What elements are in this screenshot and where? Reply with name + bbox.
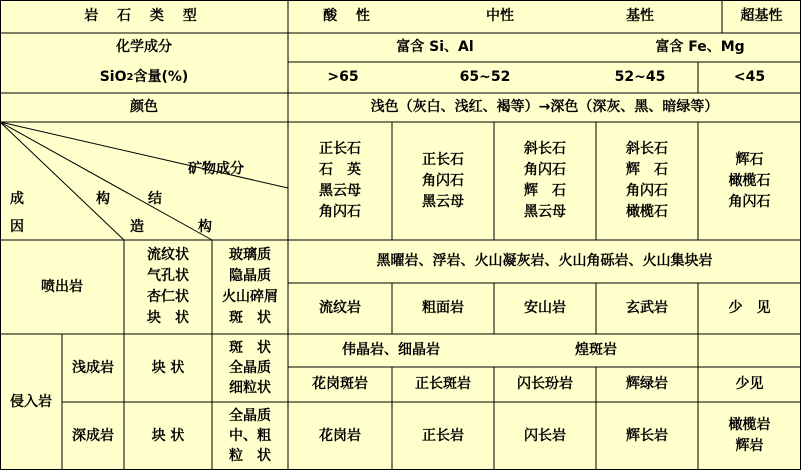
sio2-label-prefix: SiO xyxy=(99,69,127,85)
header-rock-type: 岩 石 类 型 xyxy=(84,8,204,24)
header-ultrabasic: 超基性 xyxy=(740,8,783,24)
corner-mineral: 矿物成分 xyxy=(188,161,244,177)
mineral-item: 正长石 xyxy=(422,151,464,168)
mineral-item: 正长石 xyxy=(319,141,361,157)
sio2-intermediate: 65~52 xyxy=(459,69,511,85)
structure-item: 流纹状 xyxy=(147,247,189,263)
deep-rock-intermediate-1: 正长岩 xyxy=(422,427,464,444)
extrusive-textures xyxy=(212,240,288,334)
color-value: 浅色（灰白、浅红、褐等）→深色（深灰、黑、暗绿等） xyxy=(370,99,719,115)
shallow-rock-intermediate-2: 闪长玢岩 xyxy=(517,376,573,392)
chemistry-si-al: 富含 Si、Al xyxy=(396,39,474,55)
mineral-item: 橄榄石 xyxy=(626,204,668,220)
mineral-item: 石 英 xyxy=(319,162,361,178)
mineral-item: 角闪石 xyxy=(626,183,668,199)
shallow-dike-rocks-acid: 伟晶岩、细晶岩 xyxy=(342,342,440,358)
mineral-item: 黑云母 xyxy=(524,204,566,220)
structure-item: 杏仁状 xyxy=(147,289,189,305)
mineral-item: 角闪石 xyxy=(524,162,566,178)
minerals-acid xyxy=(288,122,392,240)
extrusive-rock-ultrabasic: 少 见 xyxy=(728,300,771,316)
mineral-item: 角闪石 xyxy=(422,172,464,189)
sio2-label-sub: 2 xyxy=(126,72,134,83)
texture-item: 斑 状 xyxy=(229,339,271,356)
texture-item: 隐晶质 xyxy=(229,268,271,284)
header-intermediate: 中性 xyxy=(486,8,514,24)
texture-item: 全晶质 xyxy=(229,359,271,376)
extrusive-rock-intermediate-2: 安山岩 xyxy=(524,300,566,316)
corner-gou2: 构 xyxy=(198,219,212,235)
sio2-ultrabasic: <45 xyxy=(733,69,766,85)
color-label: 颜色 xyxy=(130,99,158,115)
sio2-label xyxy=(0,62,288,93)
chemistry-label: 化学成分 xyxy=(116,39,172,55)
extrusive-rock-basic: 玄武岩 xyxy=(626,300,668,316)
mineral-item: 辉 石 xyxy=(524,183,566,199)
deep-structure: 块 状 xyxy=(151,427,185,444)
texture-item: 斑 状 xyxy=(229,310,271,326)
shallow-structure: 块 状 xyxy=(151,359,185,376)
minerals-intermediate-1 xyxy=(392,122,494,240)
texture-item: 全晶质 xyxy=(229,407,271,424)
intrusive-label: 侵入岩 xyxy=(10,393,52,410)
sio2-label-suffix: 含量(%) xyxy=(133,69,189,85)
texture-item: 火山碎屑 xyxy=(222,289,278,305)
shallow-label: 浅成岩 xyxy=(72,359,114,376)
extrusive-rock-intermediate-1: 粗面岩 xyxy=(422,300,464,316)
minerals-intermediate-2 xyxy=(494,122,596,240)
shallow-rock-acid: 花岗斑岩 xyxy=(312,376,368,392)
mineral-item: 斜长石 xyxy=(626,141,668,157)
mineral-item: 橄榄石 xyxy=(728,172,771,189)
mineral-item: 辉 石 xyxy=(626,162,668,178)
deep-label: 深成岩 xyxy=(72,427,114,444)
header-basic: 基性 xyxy=(626,8,654,24)
deep-rock-intermediate-2: 闪长岩 xyxy=(524,427,566,444)
rock-item: 辉岩 xyxy=(735,438,764,454)
shallow-dike-rocks-basic: 煌斑岩 xyxy=(575,342,617,358)
structure-item: 块 状 xyxy=(147,310,189,326)
texture-item: 中、粗 xyxy=(229,427,271,444)
structure-item: 气孔状 xyxy=(147,268,189,284)
mineral-item: 角闪石 xyxy=(728,193,771,210)
deep-rock-ultrabasic xyxy=(698,402,801,470)
mineral-item: 黑云母 xyxy=(319,183,361,199)
shallow-rock-intermediate-1: 正长斑岩 xyxy=(415,376,471,392)
rock-item: 橄榄岩 xyxy=(728,417,771,433)
mineral-item: 辉石 xyxy=(735,151,764,168)
extrusive-rock-acid: 流纹岩 xyxy=(319,300,361,316)
texture-item: 粒 状 xyxy=(229,448,271,465)
mineral-item: 斜长石 xyxy=(524,141,566,157)
minerals-ultrabasic xyxy=(698,122,801,240)
chemistry-fe-mg: 富含 Fe、Mg xyxy=(655,39,745,55)
minerals-basic xyxy=(596,122,698,240)
deep-rock-basic: 辉长岩 xyxy=(626,427,668,444)
header-acid: 酸 性 xyxy=(323,8,377,24)
shallow-rock-basic: 辉绿岩 xyxy=(626,376,668,392)
deep-rock-acid: 花岗岩 xyxy=(319,427,361,444)
mineral-item: 黑云母 xyxy=(422,193,464,210)
deep-textures xyxy=(212,402,288,470)
corner-cheng: 成 xyxy=(10,191,24,207)
shallow-textures xyxy=(212,334,288,402)
corner-jie: 结 xyxy=(148,191,162,207)
extrusive-structures xyxy=(124,240,212,334)
extrusive-label: 喷出岩 xyxy=(41,278,83,295)
corner-yin: 因 xyxy=(10,219,24,235)
mineral-item: 角闪石 xyxy=(319,204,361,220)
corner-gou1: 构 xyxy=(96,191,110,207)
sio2-acid: >65 xyxy=(327,69,359,85)
texture-item: 细粒状 xyxy=(229,380,271,397)
corner-zao: 造 xyxy=(130,219,144,235)
sio2-basic: 52~45 xyxy=(614,69,666,85)
texture-item: 玻璃质 xyxy=(229,247,271,263)
shallow-rock-ultrabasic: 少见 xyxy=(735,376,764,392)
extrusive-glassy-rocks: 黑曜岩、浮岩、火山凝灰岩、火山角砾岩、火山集块岩 xyxy=(376,253,713,269)
